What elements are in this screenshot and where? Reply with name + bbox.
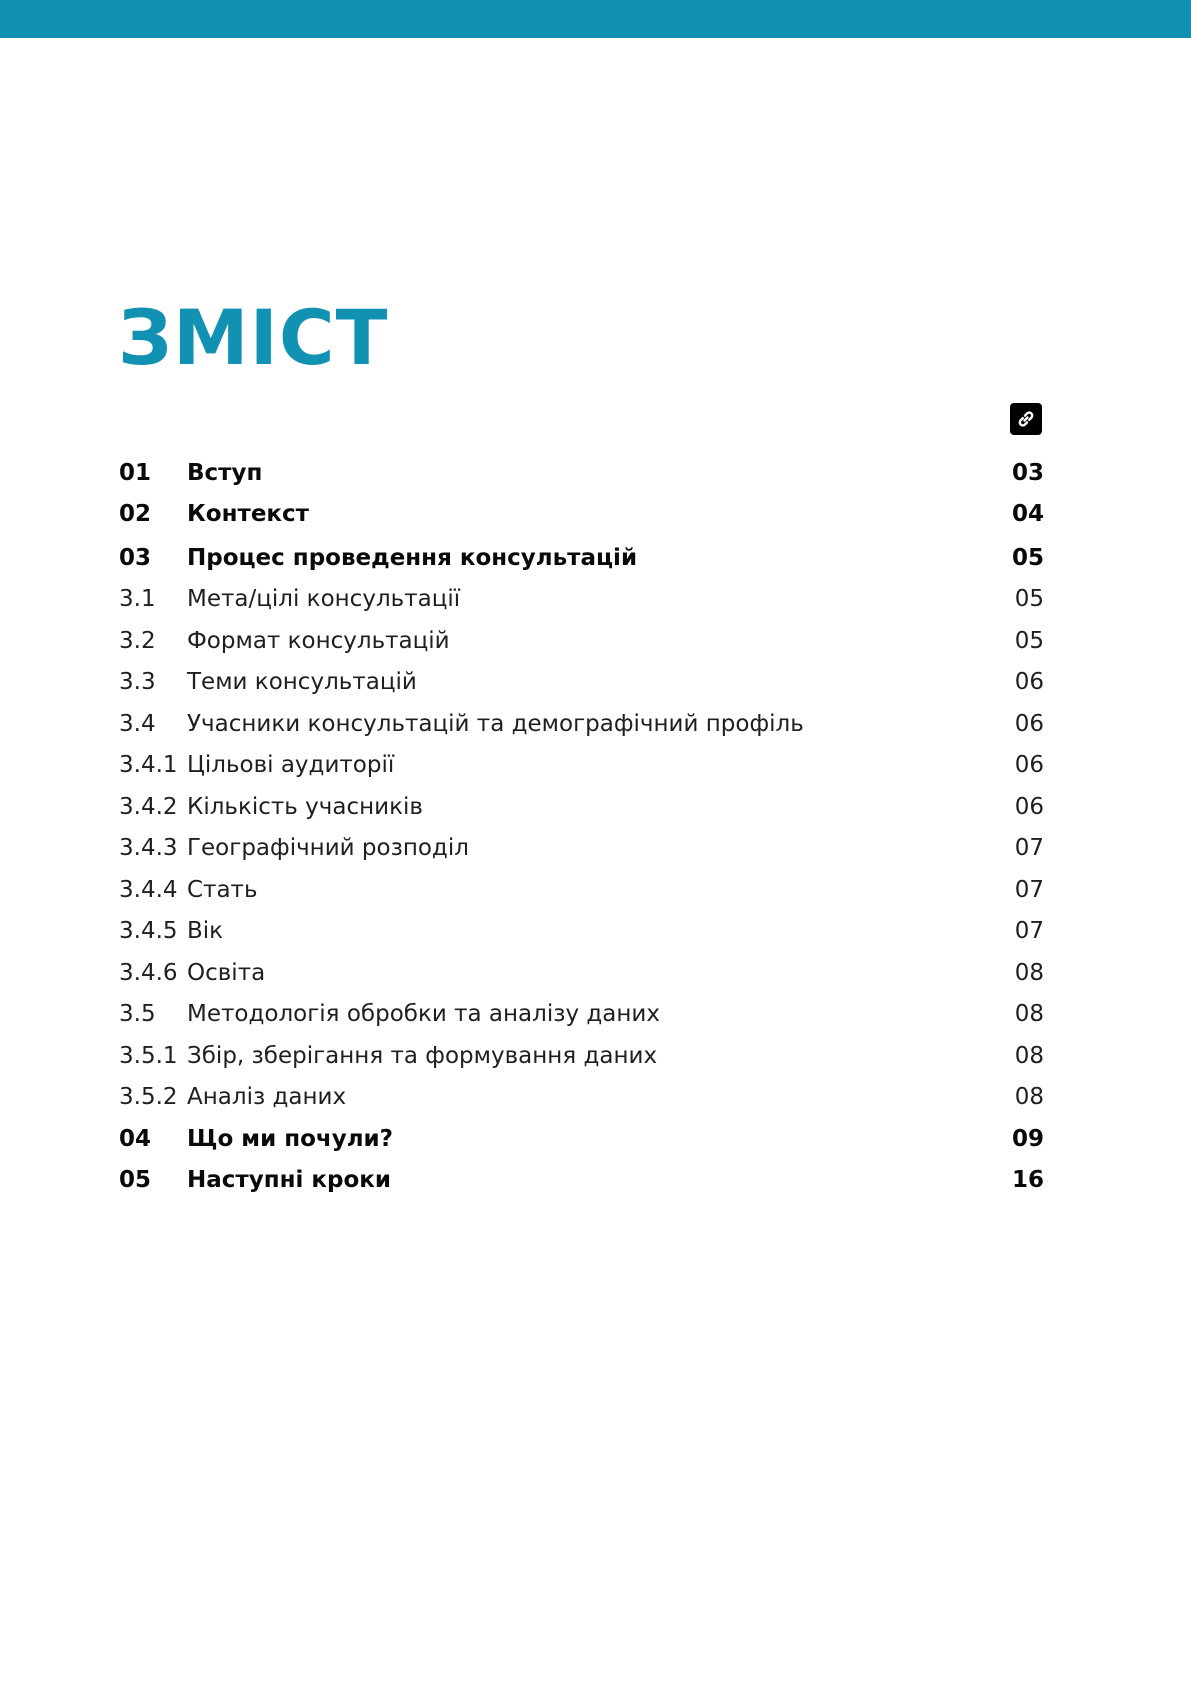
toc-entry[interactable] [119,745,1044,787]
toc-entry-number: 3.4 [119,710,156,737]
toc-entry-number: 3.4.4 [119,876,178,903]
toc-entry-title: Учасники консультацій та демографічний профіль [187,710,804,737]
toc-entry-title: Збір, зберігання та формування даних [187,1042,658,1069]
toc-entry-number: 3.4.3 [119,835,178,862]
top-accent-bar [0,0,1191,38]
toc-entry-page: 03 [1011,459,1044,486]
toc-entry-number: 3.1 [119,586,156,613]
toc-entry-page: 05 [1011,544,1044,571]
toc-entry[interactable] [119,579,1044,621]
toc-entry-number: 01 [119,459,152,486]
toc-entry-page: 08 [1014,1042,1044,1069]
toc-entry-page: 04 [1011,501,1044,528]
toc-entry-number: 3.5 [119,1001,156,1028]
toc-entry-title: Процес проведення консультацій [187,544,638,571]
toc-entry-number: 3.5.1 [119,1042,178,1069]
toc-entry-number: 3.4.2 [119,793,178,820]
toc-entry-title: Кількість учасників [187,793,423,820]
toc-entry-number: 3.4.5 [119,918,178,945]
chain-link-icon [1014,407,1038,431]
toc-entry-number: 02 [119,501,152,528]
toc-entry-number: 3.4.6 [119,959,178,986]
toc-entry-page: 05 [1014,627,1044,654]
toc-entry-title: Теми консультацій [187,669,417,696]
toc-entry[interactable] [119,703,1044,745]
toc-entry-number: 3.3 [119,669,156,696]
toc-entry-page: 09 [1011,1125,1044,1152]
toc-entry[interactable] [119,1077,1044,1119]
toc-entry-page: 06 [1014,669,1044,696]
toc-entry-title: Формат консультацій [187,627,450,654]
toc-entry[interactable] [119,952,1044,994]
toc-entry[interactable] [119,994,1044,1036]
toc-entry-title: Освіта [187,959,266,986]
toc-entry-title: Методологія обробки та аналізу даних [187,1001,660,1028]
toc-entry-number: 05 [119,1167,152,1194]
toc-entry[interactable] [119,1118,1044,1160]
toc-entry-title: Цільові аудиторії [187,752,395,779]
toc-entry-number: 3.2 [119,627,156,654]
page-title: ЗМІСТ [118,293,389,382]
toc-entry[interactable] [119,620,1044,662]
toc-entry-number: 3.4.1 [119,752,178,779]
link-icon[interactable] [1010,403,1042,435]
toc-entry-title: Наступні кроки [187,1167,392,1194]
toc-entry-title: Аналіз даних [187,1084,347,1111]
toc-entry[interactable] [119,662,1044,704]
toc-entry-title: Що ми почули? [187,1125,394,1152]
toc-entry-page: 06 [1014,793,1044,820]
toc-entry-page: 05 [1014,586,1044,613]
toc-entry-page: 06 [1014,710,1044,737]
toc-entry-title: Мета/цілі консультації [187,586,461,613]
toc-entry-page: 16 [1011,1167,1044,1194]
toc-entry-page: 08 [1014,1001,1044,1028]
toc-entry-page: 07 [1014,918,1044,945]
toc-entry-number: 03 [119,544,152,571]
toc-entry-number: 3.5.2 [119,1084,178,1111]
toc-entry[interactable] [119,1160,1044,1202]
toc-entry-title: Вступ [187,459,263,486]
toc-entry-title: Географічний розподіл [187,835,469,862]
toc-entry-page: 07 [1014,876,1044,903]
toc-entry-page: 08 [1014,959,1044,986]
toc-entry[interactable] [119,452,1044,494]
toc-entry[interactable] [119,537,1044,579]
toc-entry-title: Контекст [187,501,309,528]
toc-entry-title: Стать [187,876,258,903]
toc-entry[interactable] [119,494,1044,536]
toc-entry[interactable] [119,869,1044,911]
toc-entry[interactable] [119,1035,1044,1077]
toc-entry-page: 08 [1014,1084,1044,1111]
toc-entry[interactable] [119,911,1044,953]
toc-entry-page: 07 [1014,835,1044,862]
toc-entry-number: 04 [119,1125,152,1152]
toc-entry[interactable] [119,786,1044,828]
toc-entry-title: Вік [187,918,224,945]
toc-entry-page: 06 [1014,752,1044,779]
toc-entry[interactable] [119,828,1044,870]
table-of-contents [119,452,1044,1201]
